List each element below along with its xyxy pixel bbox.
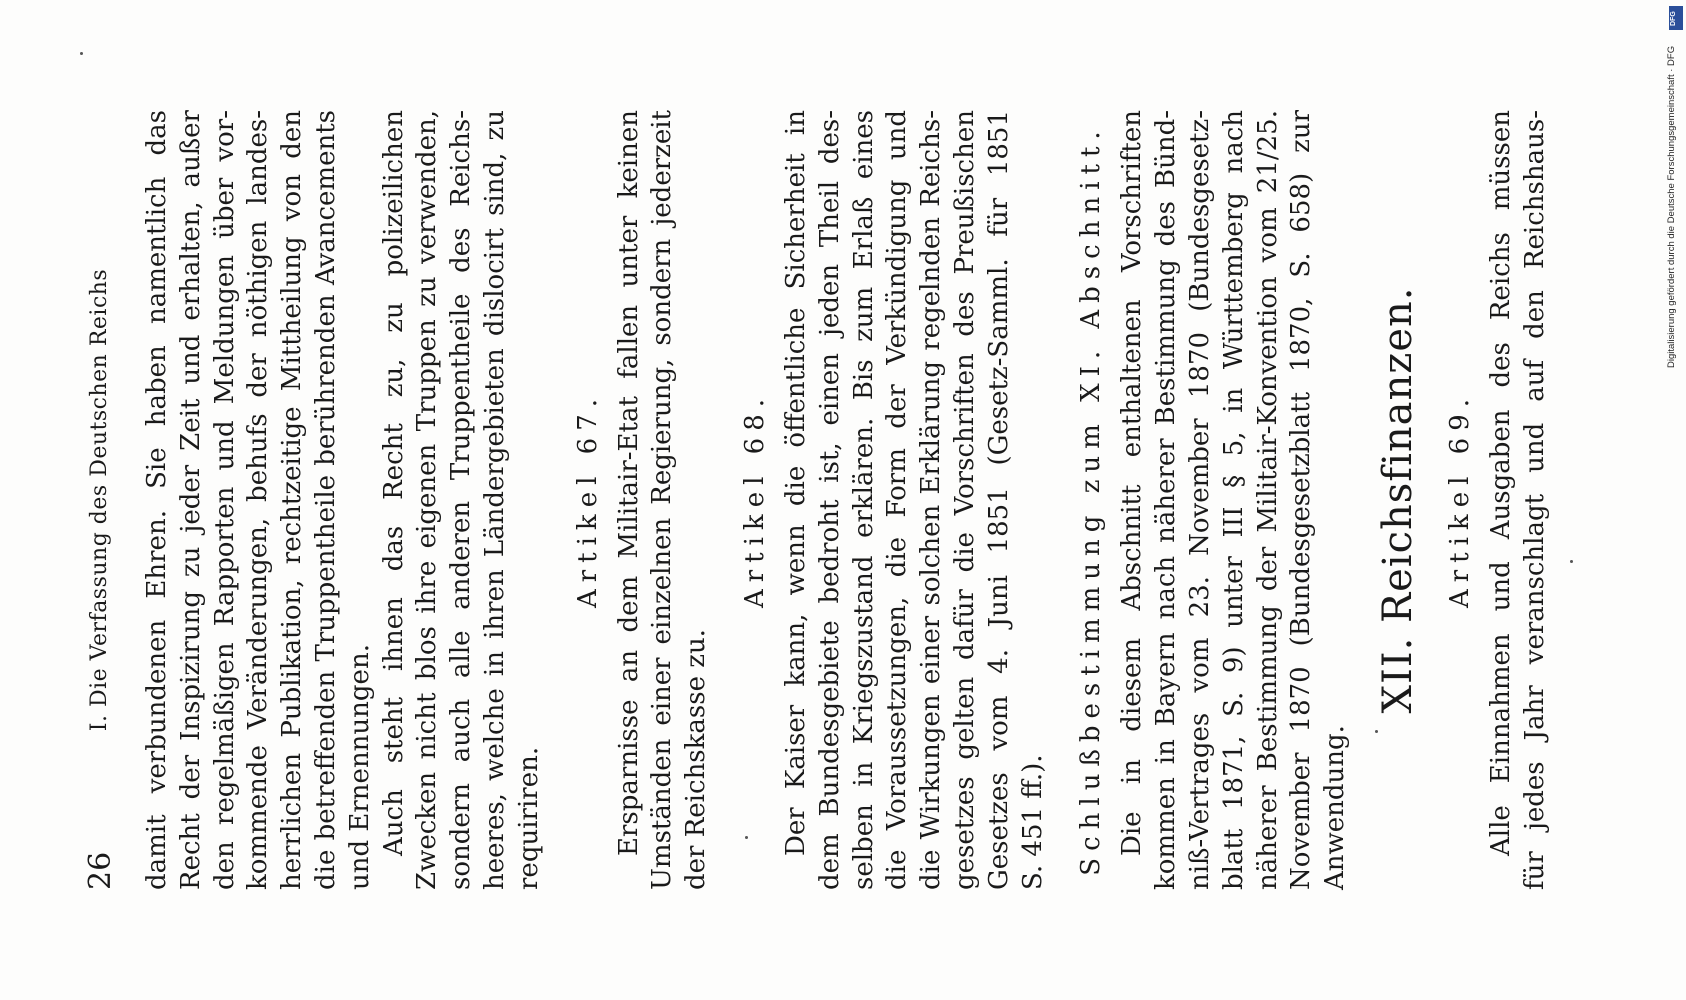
attribution-text: Digitalisierung gefördert durch die Deutsche Forschungsgemeinschaft · DFG xyxy=(1666,45,1677,368)
scan-speck xyxy=(80,52,83,55)
rotated-book-page xyxy=(83,110,1550,890)
dfg-logo-icon xyxy=(1669,6,1683,30)
text-line: niß-Vertrages vom 23. November 1870 (Bundesgesetz- xyxy=(1184,110,1215,890)
text-line: und Ernennungen. xyxy=(344,644,375,890)
text-line: kommen in Bayern nach näherer Bestimmung des Bünd- xyxy=(1151,110,1182,890)
text-line: selben in Kriegszustand erklären. Bis zum Erlaß eines xyxy=(848,110,879,890)
text-line: Gesetzes vom 4. Juni 1851 (Gesetz-Samml. für 1851 xyxy=(983,110,1014,890)
scan-speck xyxy=(745,836,748,839)
digitization-attribution xyxy=(1666,8,1682,368)
text-line: kommende Veränderungen, behufs der nöthigen landes- xyxy=(243,110,274,890)
text-line: blatt 1871, S. 9) unter III § 5, in Württemberg nach xyxy=(1218,110,1249,890)
text-line: für jedes Jahr veranschlagt und auf den Reichshaus- xyxy=(1519,110,1550,890)
text-line: sondern auch alle anderen Truppentheile des Reichs- xyxy=(446,110,477,890)
text-line: Alle Einnahmen und Ausgaben des Reichs müssen xyxy=(1485,110,1516,856)
section-heading: XII. Reichsfinanzen. xyxy=(1374,286,1421,714)
text-line: die betreffenden Truppentheile berührenden Avancements xyxy=(310,110,341,890)
page-number: 26 xyxy=(83,851,118,890)
text-line: heeres, welche in ihren Ländergebieten dislocirt sind, zu xyxy=(479,110,510,890)
text-line: Die in diesem Abschnitt enthaltenen Vorschriften xyxy=(1117,110,1148,856)
text-line: näherer Bestimmung der Militair-Konvention vom 21/25. xyxy=(1252,110,1283,890)
text-line: Anwendung. xyxy=(1320,725,1351,890)
running-head xyxy=(83,110,123,890)
text-line: Der Kaiser kann, wenn die öffentliche Sicherheit in xyxy=(780,110,811,856)
scan-speck xyxy=(1375,730,1378,733)
text-line: herrlichen Publikation, rechtzeitige Mittheilung von den xyxy=(277,110,308,890)
article-67-heading: Artikel 67. xyxy=(572,391,603,609)
text-line: Ersparnisse an dem Militair-Etat fallen unter keinen xyxy=(613,110,644,856)
text-line: der Reichskasse zu. xyxy=(681,629,712,890)
text-line: Zwecken nicht blos ihre eigenen Truppen zu verwenden, xyxy=(412,110,443,890)
text-line: die Wirkungen einer solchen Erklärung regelnden Reichs- xyxy=(916,110,947,890)
text-line: gesetzes gelten dafür die Vorschriften des Preußischen xyxy=(949,110,980,890)
text-line: Umständen einer einzelnen Regierung, sondern jederzeit xyxy=(647,110,678,890)
text-line: Recht der Inspizirung zu jeder Zeit und erhalten, außer xyxy=(175,110,206,890)
text-line: S. 451 ff.). xyxy=(1017,754,1048,890)
article-68-heading: Artikel 68. xyxy=(739,391,770,609)
text-line: damit verbundenen Ehren. Sie haben namentlich das xyxy=(142,110,172,890)
text-line: November 1870 (Bundesgesetzblatt 1870, S. 658) zur xyxy=(1286,110,1317,890)
scan-speck xyxy=(1570,560,1573,563)
final-provision-heading: Schlußbestimmung zum XI. Abschnitt. xyxy=(1076,124,1107,876)
text-line: den regelmäßigen Rapporten und Meldungen über vor- xyxy=(209,110,240,890)
text-line: die Voraussetzungen, die Form der Verkündigung und xyxy=(882,110,913,890)
dfg-logo-text: DFG xyxy=(1670,11,1677,26)
running-title: I. Die Verfassung des Deutschen Reichs xyxy=(87,268,112,732)
text-line: Auch steht ihnen das Recht zu, zu polizeilichen xyxy=(378,110,409,856)
text-line: dem Bundesgebiete bedroht ist, einen jeden Theil des- xyxy=(814,110,845,890)
article-69-heading: Artikel 69. xyxy=(1444,391,1475,609)
text-line: requiriren. xyxy=(513,746,544,890)
page-body xyxy=(141,110,1553,890)
